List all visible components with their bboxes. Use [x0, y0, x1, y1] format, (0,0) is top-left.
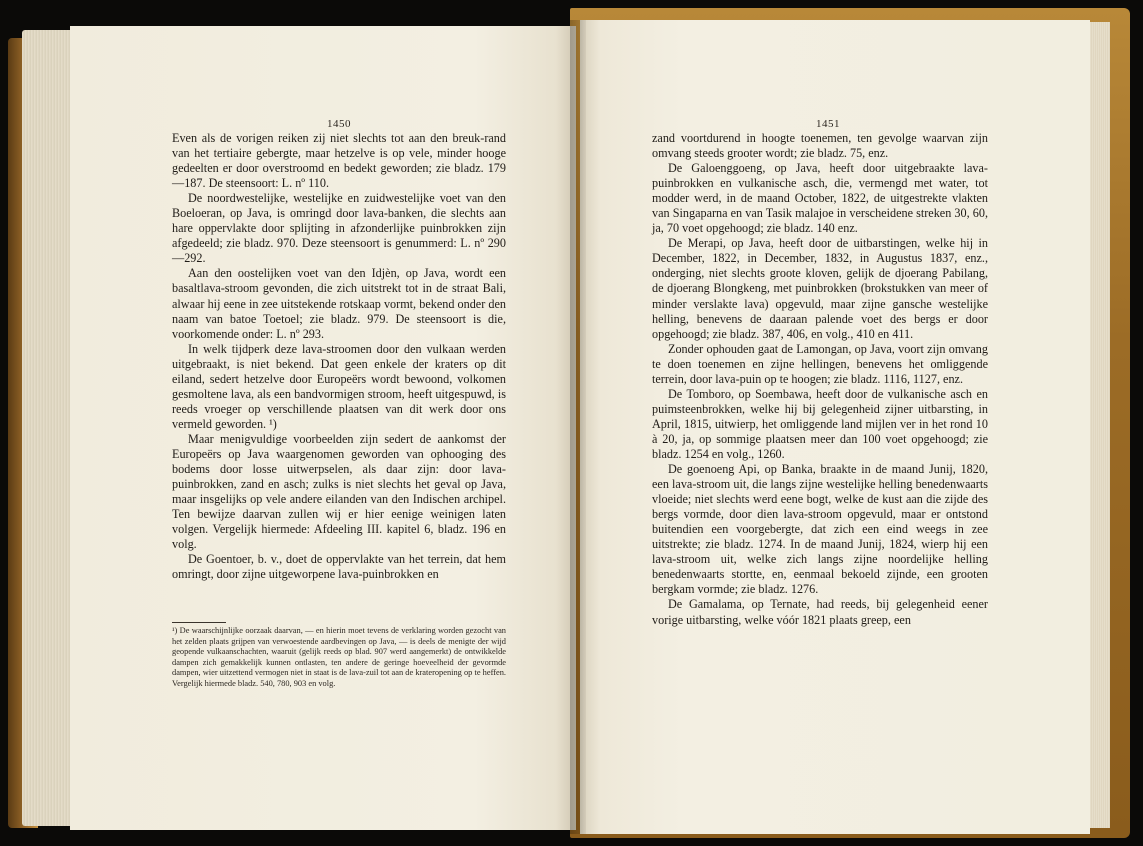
paragraph: De Goentoer, b. v., doet de oppervlakte van het terrein, dat hem omringt, door zijne uitgeworpene lava-puinbrokken en	[172, 552, 506, 582]
book-gutter	[570, 20, 586, 834]
right-page-text	[652, 131, 988, 628]
paragraph: Zonder ophouden gaat de Lamongan, op Java, voort zijn omvang te doen toenemen en zijne hellingen, benevens het omliggende terrein, door lava-puin op te hoogen; zie bladz. 1116, 1127, enz.	[652, 341, 988, 386]
left-page-text	[172, 131, 506, 582]
paragraph: De Gamalama, op Ternate, had reeds, bij gelegenheid eener vorige uitbarsting, welke vóór 1821 plaats greep, een	[652, 597, 988, 627]
paragraph: De Galoenggoeng, op Java, heeft door uitgebraakte lava-puinbrokken en vulkanische asch, die, vermengd met water, tot modder werd, in de maand October, 1822, de uitgestrekte vlakten van Singaparna en van Tasik malajoe in verscheidene streken 30, 60, ja, 70 voet opgehoogd; zie bladz. 140 enz.	[652, 161, 988, 236]
footnote: ¹) De waarschijnlijke oorzaak daarvan, — en hierin moet tevens de verklaring worden gezocht van het zelden plaats grijpen van verwoestende aardbevingen op Java, — is deels de menigte der wijd geopende vulkaanschachten, waaruit (gelijk reeds op blad. 907 werd aangemerkt) de ontwikkelde dampen zich gemakkelijk kunnen ontlasten, ten andere de geringe hoeveelheid der gevormde dampen, wier uitzettend vermogen niet in staat is de lava-zuil tot aan de krateropening op te heffen. Vergelijk hiermede bladz. 540, 780, 903 en volg.	[172, 626, 506, 688]
paragraph: De Merapi, op Java, heeft door de uitbarstingen, welke hij in December, 1822, in December, 1832, in Augustus 1837, enz., onderging, niet slechts groote kloven, gelijk de djoerang Pabilang, de djoerang Blongkeng, met puinbrokken (brokstukken van meer of minder verslakte lava) opgevuld, maar zijne gansche westelijke helling, benevens de daaraan palende voet des bergs er door opgehoogd; zie bladz. 387, 406, en volg., 410 en 411.	[652, 236, 988, 341]
footnote-divider	[172, 622, 226, 623]
paragraph: zand voortdurend in hoogte toenemen, ten gevolge waarvan zijn omvang steeds grooter wordt; zie bladz. 75, enz.	[652, 131, 988, 161]
paragraph: Maar menigvuldige voorbeelden zijn sedert de aankomst der Europeërs op Java waargenomen geworden van ophooging des bodems door losse uitwerpselen, als daar zijn: door lava-puinbrokken, zand en asch; zulks is niet slechts het geval op Java, maar insgelijks op vele andere eilanden van den Indischen archipel. Ten bewijze daarvan zullen wij er hier eenige weinigen laten volgen. Vergelijk hiermede: Afdeeling III. kapitel 6, bladz. 196 en volg.	[172, 431, 506, 552]
paragraph: Even als de vorigen reiken zij niet slechts tot aan den breuk-rand van het tertiaire gebergte, maar hetzelve is op vele, minder hooge gedeelten er door overstroomd en bedekt geworden; zie bladz. 179—187. De steensoort: L. nº 110.	[172, 131, 506, 191]
paragraph: De Tomboro, op Soembawa, heeft door de vulkanische asch en puimsteenbrokken, welke hij bij gelegenheid zijner uitbarsting, in April, 1815, uitwierp, het omliggende land mijlen ver in het rond 10 à 20, ja, op sommige plaatsen meer dan 100 voet opgehoogd; zie bladz. 1254 en volg., 1260.	[652, 386, 988, 461]
paragraph: Aan den oostelijken voet van den Idjèn, op Java, wordt een basaltlava-stroom gevonden, die zich uitstrekt tot in de straat Bali, alwaar hij eene in zee uitstekende rotskaap vormt, bekend onder den naam van batoe Toetoel; zie bladz. 979. De steensoort is die, voorkomende onder: L. nº 293.	[172, 266, 506, 341]
left-page-number: 1450	[327, 118, 351, 130]
paragraph: In welk tijdperk deze lava-stroomen door den vulkaan werden uitgebraakt, is niet bekend. Dat geen enkele der kraters op dit eiland, sedert hetzelve door Europeërs wordt bewoond, volkomen gesmoltene lava, als een bandvormigen stroom, heeft uitgespuwd, is reeds vroeger op verschillende plaatsen van dit werk door ons vermeld geworden. ¹)	[172, 341, 506, 431]
paragraph: De goenoeng Api, op Banka, braakte in de maand Junij, 1820, een lava-stroom uit, die langs zijne westelijke helling benedenwaarts vloeide; niet slechts werd eene bogt, welke de kust aan die zijde des bergs vormde, door dien lava-stroom opgevuld, maar er ontstond buitendien een voorgebergte, dat zich een eind weegs in zee uitstrekte; zie bladz. 1274. In de maand Junij, 1824, wierp hij een lava-stroom uit, welke zich langs zijne noordelijke helling benedenwaarts stortte, en, eenmaal bekoeld zijnde, een grooten bergkam vormde; zie bladz. 1276.	[652, 462, 988, 597]
right-page-number: 1451	[816, 118, 840, 130]
paragraph: De noordwestelijke, westelijke en zuidwestelijke voet van den Boeloeran, op Java, is omringd door lava-banken, die slechts aan hare oppervlakte door splijting in afzonderlijke puinbrokken zijn afgedeeld; zie bladz. 970. Deze steensoort is genummerd: L. nº 290—292.	[172, 191, 506, 266]
